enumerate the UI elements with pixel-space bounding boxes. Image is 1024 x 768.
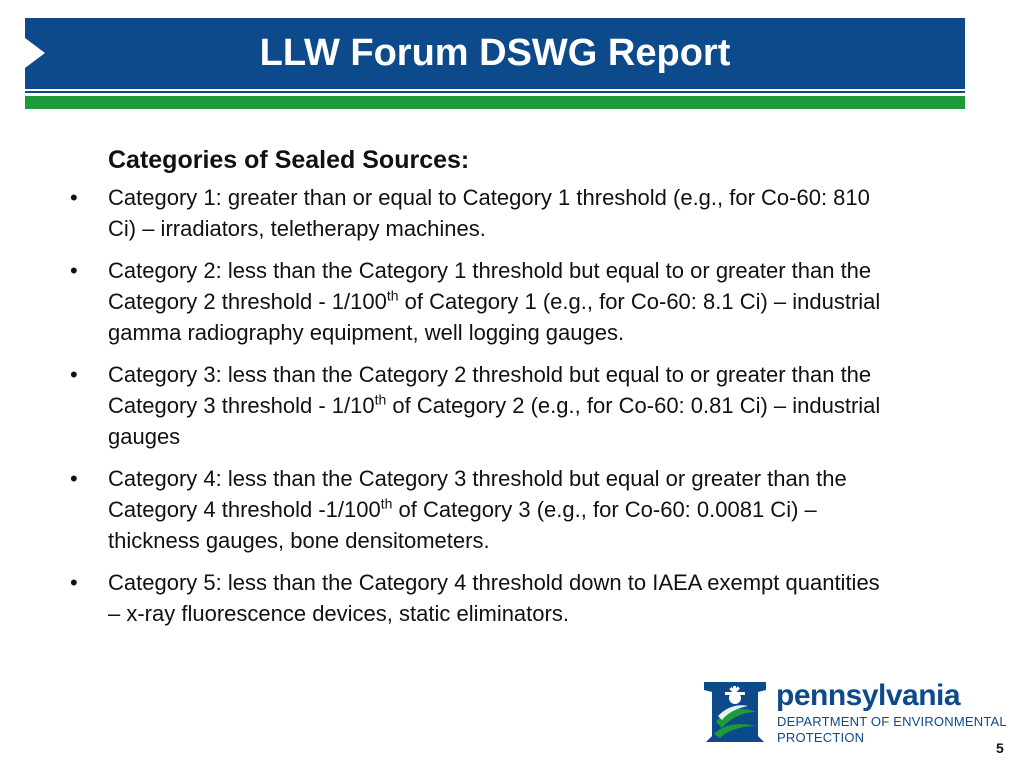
bullet: • — [70, 362, 78, 387]
superscript: th — [380, 495, 393, 512]
pa-dep-logo — [702, 678, 1012, 748]
superscript: th — [374, 391, 387, 408]
logo-department-line-2: PROTECTION — [777, 730, 865, 745]
logo-name: pennsylvania — [776, 679, 961, 712]
slide-title: LLW Forum DSWG Report — [259, 32, 731, 74]
item-text: Category 2: less than the Category 1 threshold but equal to or greater than the Category 2 threshold - 1/100 — [108, 258, 872, 314]
keystone-icon — [702, 678, 768, 744]
item-text-continued: of Category 3 (e.g., for Co-60: 0.0081 Ci) – thickness gauges, bone densitometers. — [108, 497, 817, 553]
bullet: • — [70, 570, 78, 595]
bullet: • — [70, 258, 78, 283]
list-item-category-5 — [60, 567, 898, 629]
item-text-continued: of Category 1 (e.g., for Co-60: 8.1 Ci) – industrial gamma radiography equipment, well logging gauges. — [108, 289, 881, 345]
superscript: th — [386, 287, 399, 304]
title-divider — [25, 91, 965, 93]
item-text-continued: of Category 2 (e.g., for Co-60: 0.81 Ci) – industrial gauges — [108, 393, 881, 449]
list-item-category-4 — [60, 463, 898, 556]
section-heading: Categories of Sealed Sources: — [108, 146, 470, 174]
accent-bar — [25, 96, 965, 109]
logo-department — [777, 714, 1017, 746]
item-text: Category 4: less than the Category 3 threshold but equal or greater than the Category 4 threshold -1/100 — [108, 466, 847, 522]
list-item-category-2 — [60, 255, 898, 348]
list-item-category-1 — [60, 182, 898, 244]
logo-department-line-1: DEPARTMENT OF ENVIRONMENTAL — [777, 714, 1007, 729]
bullet: • — [70, 466, 78, 491]
slide-content — [60, 140, 940, 640]
item-text: Category 1: greater than or equal to Category 1 threshold (e.g., for Co-60: 810 Ci) – irradiators, teletherapy machines. — [108, 185, 870, 241]
item-text: Category 3: less than the Category 2 threshold but equal to or greater than the Category 3 threshold - 1/10 — [108, 362, 872, 418]
item-text: Category 5: less than the Category 4 threshold down to IAEA exempt quantities – x-ray fluorescence devices, static eliminators. — [108, 570, 880, 626]
category-list — [60, 182, 940, 629]
page-number: 5 — [996, 740, 1004, 756]
bullet: • — [70, 185, 78, 210]
list-item-category-3 — [60, 359, 898, 452]
